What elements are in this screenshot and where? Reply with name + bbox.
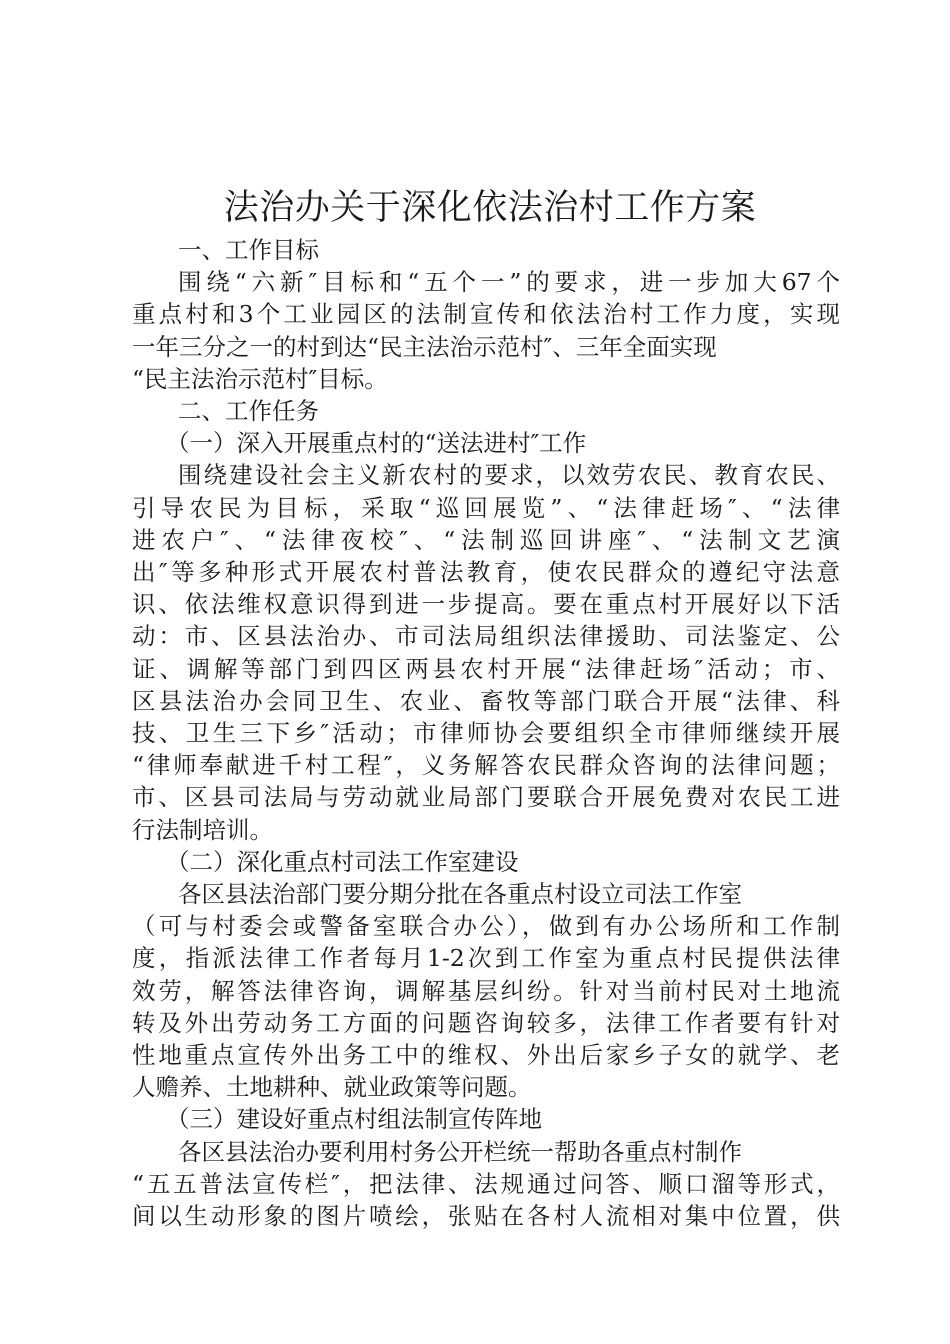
paragraph-line: 转及外出劳动务工方面的问题咨询较多，法律工作者要有针对 — [132, 1008, 840, 1037]
paragraph-line: 一年三分之一的村到达“民主法治示范村″、三年全面实现 — [132, 332, 717, 361]
document-page — [132, 182, 840, 1232]
paragraph-line: 引导农民为目标，采取“巡回展览”、“法律赶场″、“法律 — [132, 493, 840, 522]
subsection-heading: （一）深入开展重点村的“送法进村″工作 — [166, 429, 587, 458]
paragraph-line: 效劳，解答法律咨询，调解基层纠纷。针对当前村民对土地流 — [132, 976, 840, 1005]
paragraph-line: 度，指派法律工作者每月1-2次到工作室为重点村民提供法律 — [132, 944, 840, 973]
subsection-heading: （三）建设好重点村组法制宣传阵地 — [166, 1105, 542, 1134]
paragraph-line: 技、卫生三下乡″活动；市律师协会要组织全市律师继续开展 — [132, 719, 840, 748]
paragraph-line: 性地重点宣传外出务工中的维权、外出后家乡子女的就学、老 — [132, 1041, 840, 1070]
paragraph-line: 进农户″、“法律夜校″、“法制巡回讲座″、“法制文艺演 — [132, 525, 840, 554]
paragraph-line: 证、调解等部门到四区两县农村开展“法律赶场″活动；市、 — [132, 654, 840, 683]
paragraph-line: 区县法治办会同卫生、农业、畜牧等部门联合开展“法律、科 — [132, 686, 840, 715]
paragraph-line: 人赡养、土地耕种、就业政策等问题。 — [132, 1073, 532, 1102]
paragraph-line: 市、区县司法局与劳动就业局部门要联合开展免费对农民工进 — [132, 783, 840, 812]
paragraph-line: 间以生动形象的图片喷绘，张贴在各村人流相对集中位置，供 — [132, 1202, 840, 1231]
section-heading: 二、工作任务 — [178, 397, 319, 426]
subsection-heading: （二）深化重点村司法工作室建设 — [166, 847, 519, 876]
paragraph-line: 围绕“六新″目标和“五个一”的要求，进一步加大67个 — [178, 268, 840, 297]
paragraph-line: 围绕建设社会主义新农村的要求，以效劳农民、教育农民、 — [178, 461, 840, 490]
paragraph-line: “律师奉献进千村工程″，义务解答农民群众咨询的法律问题； — [132, 751, 840, 780]
paragraph-line: “五五普法宣传栏″，把法律、法规通过问答、顺口溜等形式， — [132, 1169, 840, 1198]
paragraph-line: 各区县法治办要利用村务公开栏统一帮助各重点村制作 — [178, 1137, 742, 1166]
document-title: 法治办关于深化依法治村工作方案 — [223, 188, 757, 228]
paragraph-line: “民主法治示范村″目标。 — [132, 364, 388, 393]
section-heading: 一、工作目标 — [178, 236, 319, 264]
paragraph-line: 重点村和3个工业园区的法制宣传和依法治村工作力度，实现 — [132, 300, 840, 329]
paragraph-line: 动：市、区县法治办、市司法局组织法律援助、司法鉴定、公 — [132, 622, 840, 651]
paragraph-line: 各区县法治部门要分期分批在各重点村设立司法工作室 — [178, 880, 742, 909]
paragraph-line: 出″等多种形式开展农村普法教育，使农民群众的遵纪守法意 — [132, 558, 840, 587]
paragraph-line: 识、依法维权意识得到进一步提高。要在重点村开展好以下活 — [132, 590, 840, 619]
paragraph-line: （可与村委会或警备室联合办公），做到有办公场所和工作制 — [132, 912, 840, 941]
paragraph-line: 行法制培训。 — [132, 815, 273, 844]
